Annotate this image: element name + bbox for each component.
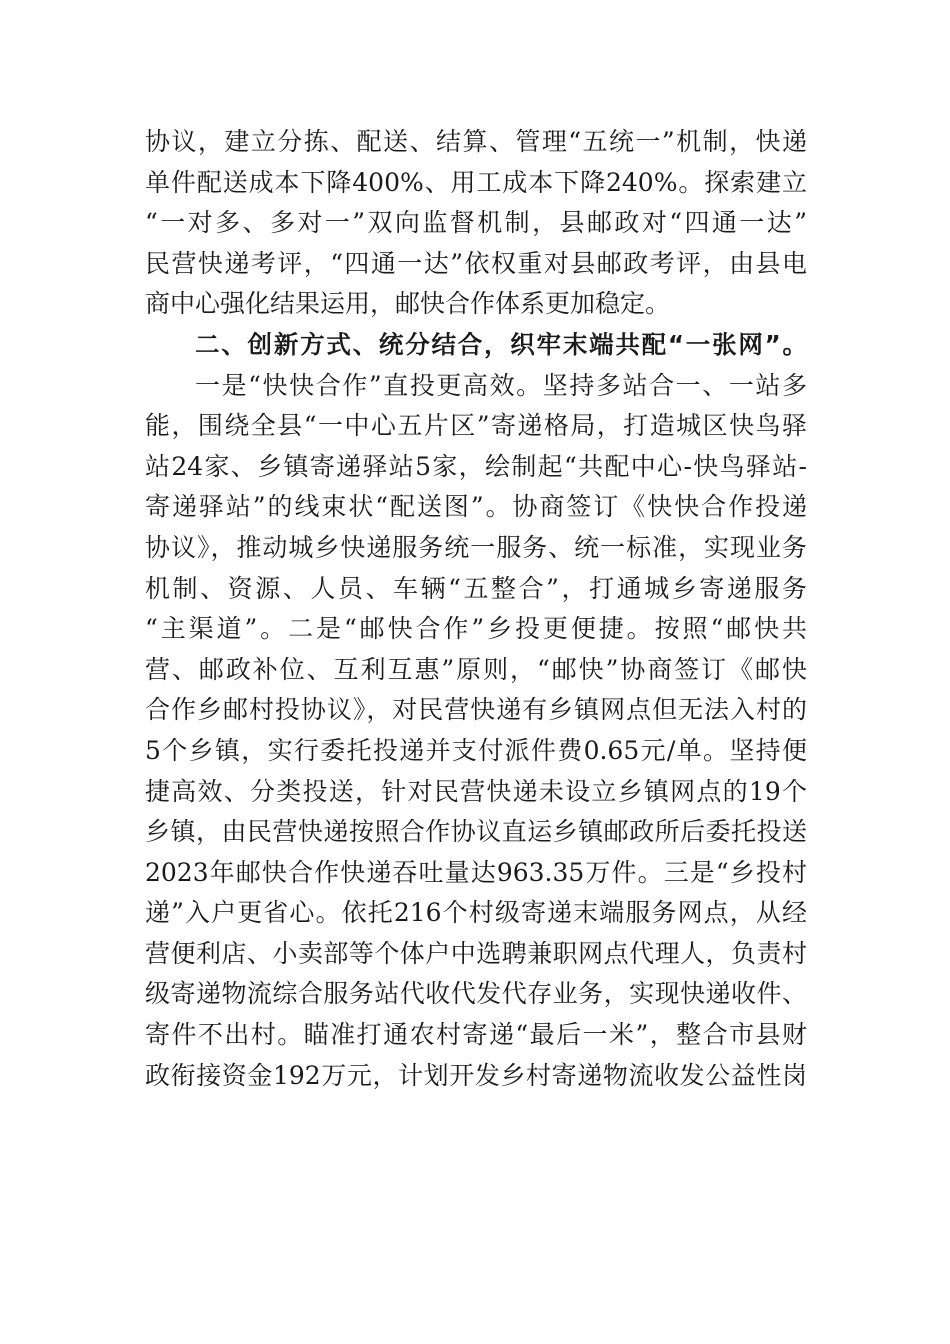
text-line: 民营快递考评，“四通一达”依权重对县邮政考评，由县电 (145, 248, 807, 278)
section-heading: 二、创新方式、统分结合，织牢末端共配“一张网”。 (195, 329, 807, 359)
text-line: 营、邮政补位、互利互惠”原则，“邮快”协商签订《邮快 (145, 654, 807, 684)
text-line: 机制、资源、人员、车辆“五整合”，打通城乡寄递服务 (145, 573, 807, 603)
text-line: 寄递驿站”的线束状“配送图”。协商签订《快快合作投递 (145, 492, 807, 522)
text-line: 一是“快快合作”直投更高效。坚持多站合一、一站多 (195, 370, 807, 400)
text-line: 寄件不出村。瞄准打通农村寄递“最后一米”，整合市县财 (145, 1020, 807, 1050)
text-line: 捷高效、分类投送，针对民营快递未设立乡镇网点的19个 (145, 776, 807, 806)
text-line: 站24家、乡镇寄递驿站5家，绘制起“共配中心-快鸟驿站- (145, 451, 807, 481)
text-line: 政衔接资金192万元，计划开发乡村寄递物流收发公益性岗 (145, 1060, 807, 1090)
text-line: 乡镇，由民营快递按照合作协议直运乡镇邮政所后委托投送 (145, 817, 807, 847)
text-line: 递”入户更省心。依托216个村级寄递末端服务网点，从经 (145, 898, 807, 928)
text-line: 营便利店、小卖部等个体户中选聘兼职网点代理人，负责村 (145, 938, 807, 968)
text-line: 商中心强化结果运用，邮快合作体系更加稳定。 (145, 289, 671, 319)
text-line: “主渠道”。二是“邮快合作”乡投更便捷。按照“邮快共 (145, 614, 807, 644)
text-line: 级寄递物流综合服务站代收代发代存业务，实现快递收件、 (145, 979, 807, 1009)
text-line: 5个乡镇，实行委托投递并支付派件费0.65元/单。坚持便 (145, 735, 807, 765)
text-line: 单件配送成本下降400%、用工成本下降240%。探索建立 (145, 167, 807, 197)
text-line: 协议》，推动城乡快递服务统一服务、统一标准，实现业务 (145, 532, 807, 562)
text-line: 合作乡邮村投协议》，对民营快递有乡镇网点但无法入村的 (145, 695, 807, 725)
text-line: 能，围绕全县“一中心五片区”寄递格局，打造城区快鸟驿 (145, 411, 807, 441)
text-line: 协议，建立分拣、配送、结算、管理“五统一”机制，快递 (145, 127, 807, 156)
text-line: 2023年邮快合作快递吞吐量达963.35万件。三是“乡投村 (145, 857, 807, 887)
document-body (145, 122, 807, 1096)
text-line: “一对多、多对一”双向监督机制，县邮政对“四通一达” (145, 208, 807, 238)
